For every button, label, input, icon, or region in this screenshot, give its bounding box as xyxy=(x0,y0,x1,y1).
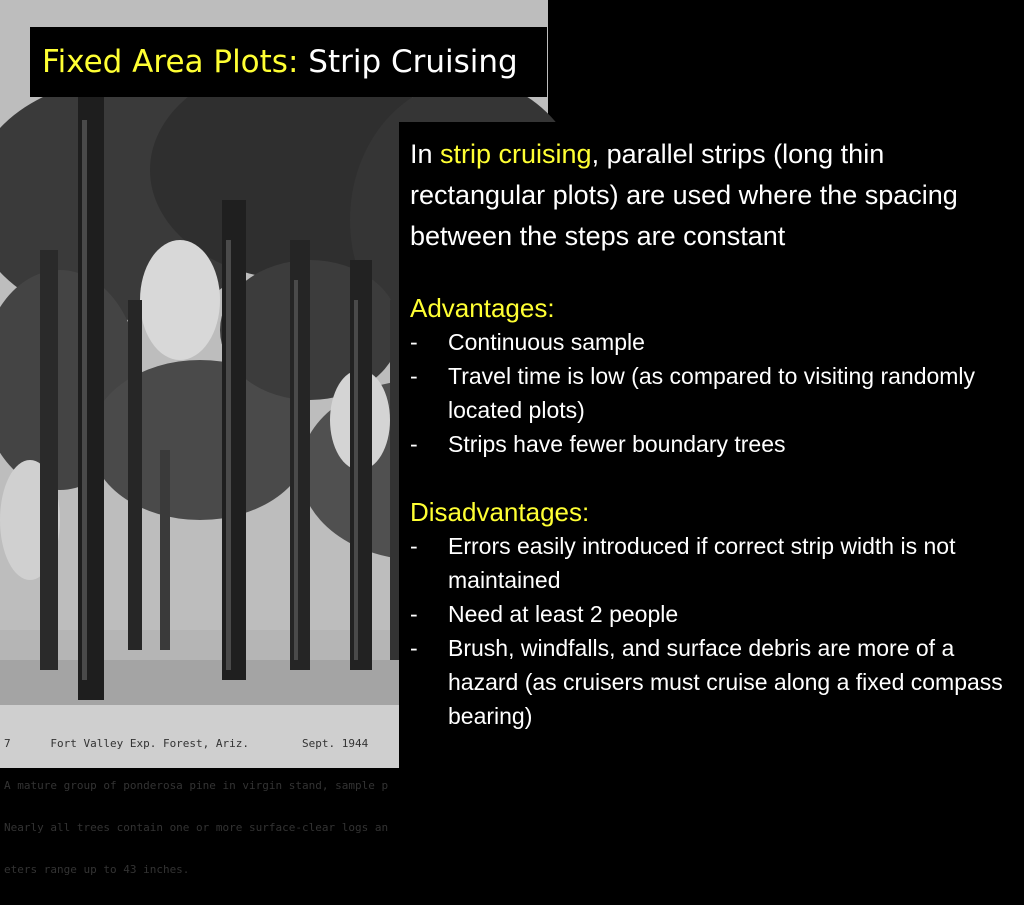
title-prefix: Fixed Area Plots: xyxy=(42,44,299,80)
bullet-marker: - xyxy=(410,431,418,457)
caption-line: eters range up to 43 inches. xyxy=(4,863,190,876)
list-item xyxy=(410,631,1008,733)
slide-body xyxy=(399,122,1024,768)
list-item xyxy=(410,529,1008,597)
list-item xyxy=(410,325,1008,359)
list-item xyxy=(410,427,1008,461)
disadvantage-text: Need at least 2 people xyxy=(448,601,679,627)
caption-line: 7 Fort Valley Exp. Forest, Ariz. Sept. 1944 xyxy=(4,737,369,750)
disadvantages-heading: Disadvantages: xyxy=(410,497,590,527)
advantages-list xyxy=(410,325,1024,461)
bullet-marker: - xyxy=(410,533,418,559)
intro-paragraph xyxy=(410,134,1020,257)
bullet-marker: - xyxy=(410,329,418,355)
advantage-text: Continuous sample xyxy=(448,329,645,355)
disadvantage-text: Brush, windfalls, and surface debris are more of a hazard (as cruisers must cruise along a fixed compass bearing) xyxy=(448,635,1003,729)
intro-after: , parallel strips (long thin rectangular plots) are used where the spacing between the steps are constant xyxy=(410,139,958,251)
bullet-marker: - xyxy=(410,363,418,389)
list-item xyxy=(410,359,1008,427)
slide-title xyxy=(30,27,547,97)
caption-line: Nearly all trees contain one or more surface-clear logs an xyxy=(4,821,389,834)
advantage-text: Travel time is low (as compared to visiting randomly located plots) xyxy=(448,363,976,423)
disadvantages-list xyxy=(410,529,1024,733)
title-suffix: Strip Cruising xyxy=(308,44,518,80)
bullet-marker: - xyxy=(410,635,418,661)
advantage-text: Strips have fewer boundary trees xyxy=(448,431,786,457)
list-item xyxy=(410,597,1008,631)
caption-line: A mature group of ponderosa pine in virgin stand, sample p xyxy=(4,779,389,792)
bullet-marker: - xyxy=(410,601,418,627)
intro-highlight: strip cruising xyxy=(440,139,592,169)
disadvantage-text: Errors easily introduced if correct strip width is not maintained xyxy=(448,533,956,593)
intro-before: In xyxy=(410,139,441,169)
advantages-heading: Advantages: xyxy=(410,293,555,323)
